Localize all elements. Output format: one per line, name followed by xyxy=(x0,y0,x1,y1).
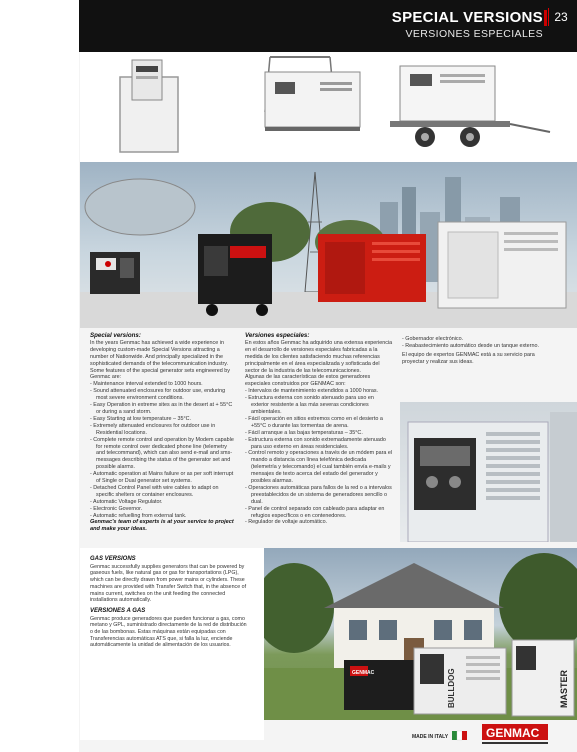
english-bullet: - Automatic operation at Mains failure or as per soft interrupt of Single or Dual generator set systems. xyxy=(90,471,234,485)
english-heading: Special versions: xyxy=(90,332,141,339)
spanish-heading: Versiones especiales: xyxy=(245,332,310,339)
top-generators-photo xyxy=(80,52,577,162)
spanish-bullet: - Operaciones automáticas para fallos de la red o a intervalos preestablecidos de un sistema de generadores sencillo o dual. xyxy=(245,484,392,505)
made-in-italy-text: MADE IN ITALY xyxy=(412,734,449,740)
spanish-features-intro: Algunas de las características de estos generadores especiales construidos por GENMAC son: xyxy=(245,374,371,388)
spanish-column xyxy=(245,333,393,526)
english-bullet: - Complete remote control and operation by Modem capable for remote control over dedicated phone line (telemetry and telecommand), which can also send e-mail and sms-messages describing the status of the generator set and possible alarms. xyxy=(90,436,234,471)
english-bullet: - Easy Starting at low temperature – 35°C. xyxy=(90,415,192,422)
english-bullet: - Sound attenuated enclosures for outdoor use, enduring most severe environment conditions. xyxy=(90,388,226,402)
spanish-bullet: - Panel de control separado con cableado para adaptar en refugios específicos o en contenedores. xyxy=(245,505,385,519)
page-header xyxy=(79,0,577,52)
spanish-bullet: - Regulador de voltaje automático. xyxy=(245,519,328,526)
english-bullet: - Maintenance interval extended to 1000 hours. xyxy=(90,381,203,388)
spanish-bullet: - Fácil operación en sitios extremos como en el desierto a +55°C o durante las tormentas de arena. xyxy=(245,415,383,429)
spanish-bullet: - Intervalos de mantenimiento extendidos a 1000 horas. xyxy=(245,388,379,395)
english-column xyxy=(90,333,235,533)
spanish-bullet: - Reabastecimiento automático desde un tanque externo. xyxy=(402,342,539,349)
spanish-bullet: - Control remoto y operaciones a través de un módem para el mando a distancia con línea telefónica dedicada (telemetría y telecomando) el cual también envía e-mails y mensajes de texto acerca del estado del generador y posibles alarmas. xyxy=(245,450,393,485)
enclosure-closeup-photo xyxy=(400,402,577,542)
spanish-bullet: - Estructura externa con sonido atenuado para uso en exterior resistente a las más severas condiciones ambientales. xyxy=(245,395,374,415)
bulldog-model-label: BULLDOG xyxy=(447,668,456,708)
italy-flag-icon xyxy=(452,731,457,740)
spanish-bullet: - Fácil arranque a las bajas temperaturas – 35°C. xyxy=(245,429,363,436)
spanish-column-continued xyxy=(402,336,552,366)
house-generators-photo xyxy=(264,548,577,720)
english-bullet: - Electronic Governor. xyxy=(90,505,143,512)
made-in-italy-mark xyxy=(412,729,470,743)
left-margin xyxy=(0,0,79,752)
genmac-logo-text: GENMAC xyxy=(486,726,540,740)
gas-es-heading: VERSIONES A GAS xyxy=(90,607,146,614)
gas-en-heading: GAS VERSIONS xyxy=(90,556,136,562)
english-closing: Genmac's team of experts is at your service to project and make your ideas. xyxy=(90,519,234,533)
gas-en-body: Genmac successfully supplies generators that can be powered by gaseous fuels, like natural gas or gas for transportations (LPG), which can be directly drawn from power mains or cylinders. These machines are provided with Transfer Switch that, in the absence of mains current, switches on the unit feeding the connected installations automatically. xyxy=(90,563,247,604)
english-bullet: - Detached Control Panel with wire cables to adapt on specific shelters or container enclosures. xyxy=(90,484,219,498)
spanish-bullet: - Estructura externa con sonido extremadamente atenuado para uso externo en áreas residenciales. xyxy=(245,436,386,450)
english-bullet: - Extremely attenuated enclosures for outdoor use in Residential locations. xyxy=(90,422,216,436)
gas-versions-text xyxy=(90,556,248,650)
city-generators-photo xyxy=(80,162,577,328)
spanish-intro: En estos años Genmac ha adquirido una extensa experiencia en el desarrollo de versiones especiales fabricadas a la medida de los clientes satisfaciendo muchas referencias principalmente en el área especializada y sofisticada del sector de la industria de las telecomunicaciones. xyxy=(245,339,393,374)
generator-panel-brand: GENMAC xyxy=(352,670,375,676)
english-intro: In the years Genmac has achieved a wide experience in developing custom-made Special Versions attracting a number of Nationwide. And principally specialized in the sophisticated demands of the telecommunication industry. xyxy=(90,339,229,367)
title-accent-bar xyxy=(544,10,547,26)
english-features-intro: Some features of the special generator sets engineered by Genmac are: xyxy=(90,367,230,381)
page-subtitle: VERSIONES ESPECIALES xyxy=(405,28,543,40)
english-bullet: - Automatic refuelling from external tank. xyxy=(90,512,187,519)
spanish-closing: El equipo de expertos GENMAC está a su servicio para proyectar y realizar sus ideas. xyxy=(402,351,535,365)
english-bullet: - Automatic Voltage Regulator. xyxy=(90,498,163,505)
spanish-bullet: - Gobernador electrónico. xyxy=(402,336,464,342)
page-title: SPECIAL VERSIONS xyxy=(391,9,543,26)
english-bullet: - Easy Operation in extreme sites as in the desert at + 55°C or during a sand storm. xyxy=(90,402,233,415)
genmac-logo xyxy=(482,722,548,746)
gas-es-body: Genmac produce generadores que pueden funcionar a gas, como metano y GPL, suministrado directamente de la red de distribución o de las bombonas. Estas máquinas están equipadas con Transferencias automáticas ATS que, si falla la luz, enciende automáticamente la unidad de alimentación de los usuarios. xyxy=(90,615,247,649)
page-number: 23 xyxy=(548,8,573,26)
master-model-label: MASTER xyxy=(559,670,569,708)
